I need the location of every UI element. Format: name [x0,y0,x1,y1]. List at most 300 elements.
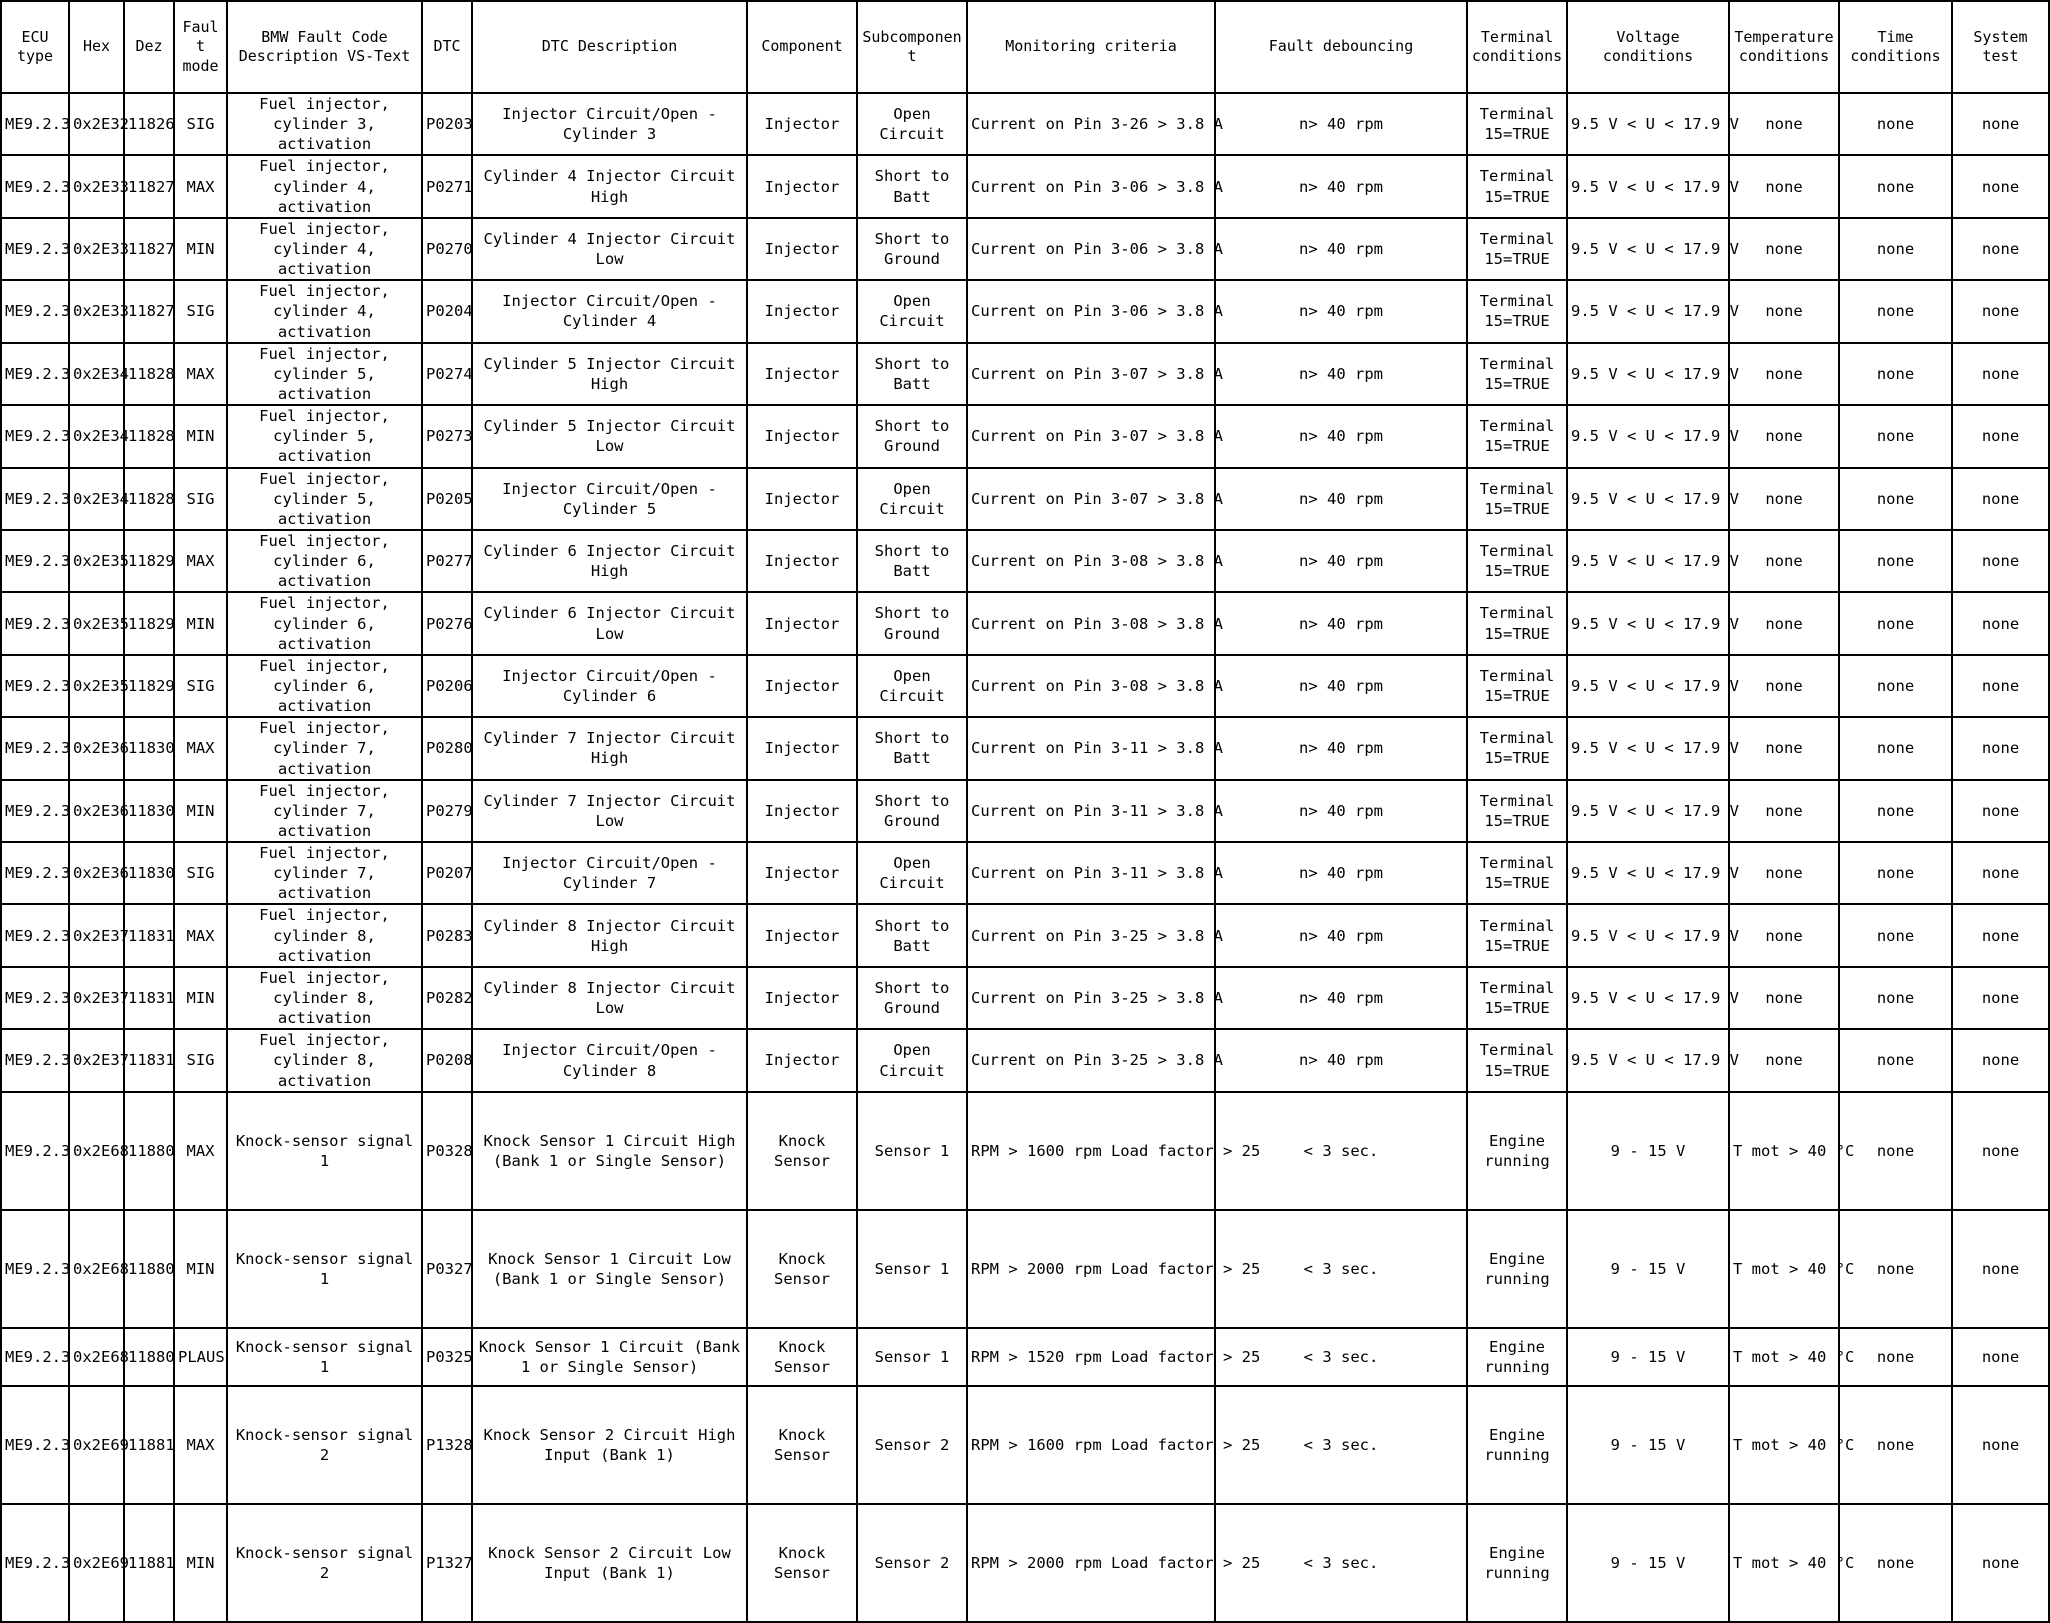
header-time-conditions: Time conditions [1839,1,1952,93]
cell-monitoring-criteria: RPM > 1520 rpm Load factor > 25 [967,1328,1215,1386]
cell-subcomponent: Open Circuit [857,468,967,530]
cell-monitoring-criteria: RPM > 2000 rpm Load factor > 25 [967,1210,1215,1328]
cell-system-test: none [1952,780,2049,842]
cell-fault-debouncing: n> 40 rpm [1215,1029,1467,1091]
header-ecu-type: ECU type [1,1,69,93]
table-row [1,468,2049,530]
cell-dtc-description: Injector Circuit/Open - Cylinder 4 [472,280,747,342]
cell-dtc-description: Injector Circuit/Open - Cylinder 7 [472,842,747,904]
cell-dez: 11880 [124,1328,174,1386]
cell-temperature-conditions: none [1729,842,1839,904]
cell-time-conditions: none [1839,842,1952,904]
cell-bmw-description: Fuel injector, cylinder 5, activation [227,405,422,467]
cell-terminal-conditions: Engine running [1467,1328,1567,1386]
cell-system-test: none [1952,842,2049,904]
cell-time-conditions: none [1839,717,1952,779]
cell-subcomponent: Open Circuit [857,1029,967,1091]
cell-component: Injector [747,280,857,342]
cell-terminal-conditions: Terminal 15=TRUE [1467,218,1567,280]
cell-bmw-description: Fuel injector, cylinder 4, activation [227,280,422,342]
cell-ecu-type: ME9.2.3 [1,405,69,467]
header-system-test: System test [1952,1,2049,93]
cell-bmw-description: Fuel injector, cylinder 8, activation [227,967,422,1029]
cell-dez: 11827 [124,280,174,342]
cell-monitoring-criteria: Current on Pin 3-06 > 3.8 A [967,280,1215,342]
cell-dtc: P1327 [422,1504,472,1622]
cell-dtc-description: Knock Sensor 2 Circuit High Input (Bank 1) [472,1386,747,1504]
cell-component: Injector [747,967,857,1029]
table-body [1,93,2049,1622]
cell-system-test: none [1952,1328,2049,1386]
table-row [1,93,2049,155]
cell-time-conditions: none [1839,218,1952,280]
cell-time-conditions: none [1839,1092,1952,1210]
cell-time-conditions: none [1839,904,1952,966]
cell-system-test: none [1952,218,2049,280]
cell-hex: 0x2E32 [69,93,124,155]
cell-bmw-description: Fuel injector, cylinder 7, activation [227,842,422,904]
cell-bmw-description: Fuel injector, cylinder 7, activation [227,717,422,779]
table-row [1,405,2049,467]
cell-time-conditions: none [1839,343,1952,405]
cell-system-test: none [1952,405,2049,467]
cell-hex: 0x2E69 [69,1386,124,1504]
cell-temperature-conditions: T mot > 40 °C [1729,1092,1839,1210]
cell-dez: 11880 [124,1092,174,1210]
cell-monitoring-criteria: Current on Pin 3-11 > 3.8 A [967,717,1215,779]
cell-dtc: P0274 [422,343,472,405]
cell-dtc-description: Cylinder 7 Injector Circuit High [472,717,747,779]
cell-terminal-conditions: Terminal 15=TRUE [1467,592,1567,654]
cell-dez: 11830 [124,717,174,779]
table-row [1,592,2049,654]
cell-system-test: none [1952,343,2049,405]
cell-system-test: none [1952,1386,2049,1504]
cell-fault-mode: MIN [174,780,227,842]
cell-dtc: P0283 [422,904,472,966]
cell-dtc: P0325 [422,1328,472,1386]
cell-dtc: P0203 [422,93,472,155]
cell-temperature-conditions: none [1729,280,1839,342]
header-voltage-conditions: Voltage conditions [1567,1,1729,93]
cell-system-test: none [1952,280,2049,342]
cell-terminal-conditions: Terminal 15=TRUE [1467,530,1567,592]
cell-terminal-conditions: Terminal 15=TRUE [1467,655,1567,717]
cell-system-test: none [1952,1029,2049,1091]
header-temperature-conditions: Temperature conditions [1729,1,1839,93]
cell-fault-debouncing: n> 40 rpm [1215,218,1467,280]
cell-system-test: none [1952,93,2049,155]
table-row [1,280,2049,342]
cell-ecu-type: ME9.2.3 [1,530,69,592]
table-row [1,717,2049,779]
cell-dtc-description: Injector Circuit/Open - Cylinder 3 [472,93,747,155]
cell-fault-debouncing: n> 40 rpm [1215,280,1467,342]
cell-component: Injector [747,717,857,779]
cell-ecu-type: ME9.2.3 [1,218,69,280]
table-header-row [1,1,2049,93]
cell-voltage-conditions: 9 - 15 V [1567,1504,1729,1622]
cell-dez: 11826 [124,93,174,155]
cell-voltage-conditions: 9.5 V < U < 17.9 V [1567,405,1729,467]
cell-monitoring-criteria: RPM > 1600 rpm Load factor > 25 [967,1386,1215,1504]
cell-terminal-conditions: Engine running [1467,1210,1567,1328]
cell-monitoring-criteria: Current on Pin 3-06 > 3.8 A [967,218,1215,280]
cell-dez: 11880 [124,1210,174,1328]
header-dtc: DTC [422,1,472,93]
cell-dtc-description: Knock Sensor 1 Circuit Low (Bank 1 or Single Sensor) [472,1210,747,1328]
cell-dtc: P0205 [422,468,472,530]
cell-subcomponent: Sensor 2 [857,1386,967,1504]
cell-bmw-description: Fuel injector, cylinder 7, activation [227,780,422,842]
cell-time-conditions: none [1839,655,1952,717]
cell-dtc-description: Knock Sensor 1 Circuit (Bank 1 or Single Sensor) [472,1328,747,1386]
cell-monitoring-criteria: RPM > 1600 rpm Load factor > 25 [967,1092,1215,1210]
cell-hex: 0x2E35 [69,592,124,654]
cell-terminal-conditions: Terminal 15=TRUE [1467,780,1567,842]
cell-subcomponent: Open Circuit [857,655,967,717]
cell-fault-debouncing: n> 40 rpm [1215,655,1467,717]
cell-system-test: none [1952,655,2049,717]
cell-terminal-conditions: Terminal 15=TRUE [1467,1029,1567,1091]
cell-time-conditions: none [1839,280,1952,342]
cell-voltage-conditions: 9.5 V < U < 17.9 V [1567,592,1729,654]
cell-monitoring-criteria: Current on Pin 3-08 > 3.8 A [967,530,1215,592]
cell-subcomponent: Short to Ground [857,592,967,654]
cell-hex: 0x2E68 [69,1210,124,1328]
cell-dez: 11828 [124,343,174,405]
cell-fault-mode: MIN [174,967,227,1029]
cell-hex: 0x2E68 [69,1328,124,1386]
cell-terminal-conditions: Terminal 15=TRUE [1467,155,1567,217]
cell-dtc-description: Knock Sensor 1 Circuit High (Bank 1 or Single Sensor) [472,1092,747,1210]
cell-ecu-type: ME9.2.3 [1,904,69,966]
cell-monitoring-criteria: Current on Pin 3-08 > 3.8 A [967,655,1215,717]
cell-system-test: none [1952,530,2049,592]
cell-hex: 0x2E34 [69,468,124,530]
cell-ecu-type: ME9.2.3 [1,717,69,779]
cell-temperature-conditions: T mot > 40 °C [1729,1504,1839,1622]
cell-voltage-conditions: 9.5 V < U < 17.9 V [1567,530,1729,592]
cell-bmw-description: Knock-sensor signal 1 [227,1092,422,1210]
cell-fault-mode: MAX [174,1386,227,1504]
cell-bmw-description: Fuel injector, cylinder 8, activation [227,904,422,966]
cell-dtc-description: Injector Circuit/Open - Cylinder 8 [472,1029,747,1091]
cell-component: Injector [747,155,857,217]
cell-terminal-conditions: Terminal 15=TRUE [1467,967,1567,1029]
cell-voltage-conditions: 9.5 V < U < 17.9 V [1567,93,1729,155]
cell-component: Injector [747,780,857,842]
cell-hex: 0x2E36 [69,717,124,779]
cell-bmw-description: Fuel injector, cylinder 4, activation [227,218,422,280]
cell-voltage-conditions: 9 - 15 V [1567,1328,1729,1386]
cell-temperature-conditions: T mot > 40 °C [1729,1386,1839,1504]
cell-terminal-conditions: Terminal 15=TRUE [1467,842,1567,904]
cell-temperature-conditions: none [1729,1029,1839,1091]
cell-ecu-type: ME9.2.3 [1,1386,69,1504]
cell-hex: 0x2E68 [69,1092,124,1210]
cell-temperature-conditions: none [1729,468,1839,530]
header-fault-debouncing: Fault debouncing [1215,1,1467,93]
header-bmw-description: BMW Fault Code Description VS-Text [227,1,422,93]
cell-bmw-description: Fuel injector, cylinder 6, activation [227,530,422,592]
cell-component: Knock Sensor [747,1210,857,1328]
cell-temperature-conditions: none [1729,155,1839,217]
cell-terminal-conditions: Terminal 15=TRUE [1467,405,1567,467]
header-component: Component [747,1,857,93]
cell-dtc: P0208 [422,1029,472,1091]
cell-ecu-type: ME9.2.3 [1,1504,69,1622]
cell-voltage-conditions: 9.5 V < U < 17.9 V [1567,155,1729,217]
cell-subcomponent: Short to Ground [857,780,967,842]
cell-dtc: P0206 [422,655,472,717]
table-row [1,904,2049,966]
cell-time-conditions: none [1839,1210,1952,1328]
cell-bmw-description: Fuel injector, cylinder 5, activation [227,343,422,405]
cell-dtc-description: Cylinder 6 Injector Circuit Low [472,592,747,654]
header-subcomponent: Subcomponent [857,1,967,93]
table-row [1,1386,2049,1504]
cell-component: Injector [747,904,857,966]
cell-temperature-conditions: none [1729,530,1839,592]
cell-bmw-description: Knock-sensor signal 2 [227,1386,422,1504]
cell-component: Knock Sensor [747,1328,857,1386]
cell-bmw-description: Fuel injector, cylinder 6, activation [227,592,422,654]
cell-dez: 11830 [124,842,174,904]
cell-fault-mode: PLAUS [174,1328,227,1386]
cell-temperature-conditions: none [1729,343,1839,405]
cell-bmw-description: Knock-sensor signal 1 [227,1210,422,1328]
cell-hex: 0x2E34 [69,343,124,405]
cell-component: Injector [747,1029,857,1091]
cell-hex: 0x2E37 [69,904,124,966]
cell-fault-mode: MAX [174,904,227,966]
cell-dtc: P0204 [422,280,472,342]
cell-voltage-conditions: 9 - 15 V [1567,1092,1729,1210]
cell-dez: 11829 [124,530,174,592]
cell-time-conditions: none [1839,93,1952,155]
cell-ecu-type: ME9.2.3 [1,1029,69,1091]
cell-subcomponent: Sensor 1 [857,1092,967,1210]
cell-hex: 0x2E36 [69,842,124,904]
cell-component: Knock Sensor [747,1504,857,1622]
cell-temperature-conditions: none [1729,780,1839,842]
cell-subcomponent: Short to Batt [857,530,967,592]
cell-component: Injector [747,468,857,530]
cell-terminal-conditions: Engine running [1467,1504,1567,1622]
cell-dtc: P0207 [422,842,472,904]
cell-voltage-conditions: 9.5 V < U < 17.9 V [1567,717,1729,779]
cell-fault-mode: MAX [174,530,227,592]
cell-voltage-conditions: 9.5 V < U < 17.9 V [1567,904,1729,966]
cell-ecu-type: ME9.2.3 [1,780,69,842]
cell-temperature-conditions: none [1729,592,1839,654]
cell-voltage-conditions: 9.5 V < U < 17.9 V [1567,1029,1729,1091]
cell-voltage-conditions: 9.5 V < U < 17.9 V [1567,655,1729,717]
cell-component: Injector [747,592,857,654]
cell-bmw-description: Fuel injector, cylinder 6, activation [227,655,422,717]
cell-terminal-conditions: Terminal 15=TRUE [1467,468,1567,530]
cell-fault-debouncing: n> 40 rpm [1215,904,1467,966]
cell-fault-debouncing: n> 40 rpm [1215,967,1467,1029]
cell-bmw-description: Fuel injector, cylinder 5, activation [227,468,422,530]
cell-component: Injector [747,655,857,717]
cell-monitoring-criteria: Current on Pin 3-07 > 3.8 A [967,468,1215,530]
cell-system-test: none [1952,468,2049,530]
cell-subcomponent: Sensor 1 [857,1210,967,1328]
cell-ecu-type: ME9.2.3 [1,155,69,217]
cell-terminal-conditions: Terminal 15=TRUE [1467,280,1567,342]
cell-dtc-description: Knock Sensor 2 Circuit Low Input (Bank 1) [472,1504,747,1622]
cell-voltage-conditions: 9.5 V < U < 17.9 V [1567,842,1729,904]
cell-bmw-description: Fuel injector, cylinder 4, activation [227,155,422,217]
cell-monitoring-criteria: Current on Pin 3-26 > 3.8 A [967,93,1215,155]
cell-time-conditions: none [1839,468,1952,530]
cell-monitoring-criteria: Current on Pin 3-25 > 3.8 A [967,1029,1215,1091]
cell-dtc: P0327 [422,1210,472,1328]
cell-temperature-conditions: none [1729,904,1839,966]
cell-time-conditions: none [1839,1386,1952,1504]
cell-temperature-conditions: T mot > 40 °C [1729,1210,1839,1328]
cell-voltage-conditions: 9 - 15 V [1567,1210,1729,1328]
cell-fault-debouncing: n> 40 rpm [1215,405,1467,467]
cell-time-conditions: none [1839,530,1952,592]
cell-monitoring-criteria: Current on Pin 3-25 > 3.8 A [967,904,1215,966]
cell-monitoring-criteria: Current on Pin 3-07 > 3.8 A [967,405,1215,467]
cell-dtc-description: Cylinder 4 Injector Circuit High [472,155,747,217]
cell-temperature-conditions: none [1729,218,1839,280]
cell-fault-mode: SIG [174,1029,227,1091]
table-row [1,1504,2049,1622]
table-row [1,842,2049,904]
cell-ecu-type: ME9.2.3 [1,468,69,530]
cell-bmw-description: Fuel injector, cylinder 8, activation [227,1029,422,1091]
cell-time-conditions: none [1839,1328,1952,1386]
cell-hex: 0x2E33 [69,280,124,342]
cell-time-conditions: none [1839,1029,1952,1091]
cell-dtc: P0276 [422,592,472,654]
cell-component: Knock Sensor [747,1386,857,1504]
cell-component: Injector [747,343,857,405]
cell-dtc-description: Cylinder 7 Injector Circuit Low [472,780,747,842]
cell-dtc-description: Injector Circuit/Open - Cylinder 5 [472,468,747,530]
cell-ecu-type: ME9.2.3 [1,1092,69,1210]
cell-fault-mode: MIN [174,1210,227,1328]
table-row [1,967,2049,1029]
cell-terminal-conditions: Engine running [1467,1386,1567,1504]
cell-dez: 11829 [124,655,174,717]
cell-ecu-type: ME9.2.3 [1,1210,69,1328]
table-row [1,155,2049,217]
cell-dtc: P0271 [422,155,472,217]
cell-monitoring-criteria: Current on Pin 3-07 > 3.8 A [967,343,1215,405]
cell-subcomponent: Short to Batt [857,904,967,966]
table-row [1,1328,2049,1386]
cell-subcomponent: Open Circuit [857,93,967,155]
cell-time-conditions: none [1839,155,1952,217]
cell-ecu-type: ME9.2.3 [1,967,69,1029]
cell-monitoring-criteria: Current on Pin 3-06 > 3.8 A [967,155,1215,217]
cell-dtc: P0273 [422,405,472,467]
cell-fault-mode: MIN [174,405,227,467]
cell-time-conditions: none [1839,405,1952,467]
cell-component: Injector [747,93,857,155]
cell-hex: 0x2E33 [69,218,124,280]
cell-system-test: none [1952,1504,2049,1622]
cell-fault-mode: MAX [174,1092,227,1210]
cell-dtc: P1328 [422,1386,472,1504]
cell-dtc: P0279 [422,780,472,842]
cell-terminal-conditions: Engine running [1467,1092,1567,1210]
header-fault-mode: Fault mode [174,1,227,93]
cell-ecu-type: ME9.2.3 [1,343,69,405]
cell-fault-mode: SIG [174,468,227,530]
cell-fault-mode: MAX [174,343,227,405]
cell-fault-debouncing: n> 40 rpm [1215,780,1467,842]
cell-fault-mode: SIG [174,842,227,904]
cell-monitoring-criteria: Current on Pin 3-08 > 3.8 A [967,592,1215,654]
cell-voltage-conditions: 9.5 V < U < 17.9 V [1567,780,1729,842]
cell-subcomponent: Short to Batt [857,343,967,405]
cell-dtc-description: Injector Circuit/Open - Cylinder 6 [472,655,747,717]
cell-fault-mode: SIG [174,280,227,342]
cell-hex: 0x2E33 [69,155,124,217]
cell-terminal-conditions: Terminal 15=TRUE [1467,717,1567,779]
header-monitoring-criteria: Monitoring criteria [967,1,1215,93]
cell-temperature-conditions: none [1729,655,1839,717]
header-hex: Hex [69,1,124,93]
cell-subcomponent: Short to Batt [857,717,967,779]
cell-fault-mode: MIN [174,218,227,280]
cell-dtc: P0282 [422,967,472,1029]
cell-component: Injector [747,218,857,280]
cell-hex: 0x2E35 [69,655,124,717]
cell-fault-debouncing: < 3 sec. [1215,1504,1467,1622]
cell-fault-mode: SIG [174,655,227,717]
cell-subcomponent: Open Circuit [857,280,967,342]
cell-terminal-conditions: Terminal 15=TRUE [1467,343,1567,405]
cell-voltage-conditions: 9 - 15 V [1567,1386,1729,1504]
cell-dez: 11827 [124,155,174,217]
cell-system-test: none [1952,967,2049,1029]
cell-dtc-description: Cylinder 5 Injector Circuit High [472,343,747,405]
cell-terminal-conditions: Terminal 15=TRUE [1467,904,1567,966]
table-row [1,1029,2049,1091]
cell-hex: 0x2E34 [69,405,124,467]
cell-fault-debouncing: < 3 sec. [1215,1386,1467,1504]
cell-monitoring-criteria: Current on Pin 3-11 > 3.8 A [967,842,1215,904]
cell-fault-mode: MAX [174,155,227,217]
cell-time-conditions: none [1839,967,1952,1029]
cell-dez: 11881 [124,1386,174,1504]
cell-terminal-conditions: Terminal 15=TRUE [1467,93,1567,155]
cell-ecu-type: ME9.2.3 [1,592,69,654]
table-row [1,655,2049,717]
cell-dtc-description: Cylinder 6 Injector Circuit High [472,530,747,592]
cell-fault-debouncing: n> 40 rpm [1215,93,1467,155]
cell-fault-mode: MIN [174,592,227,654]
table-row [1,218,2049,280]
cell-fault-mode: MIN [174,1504,227,1622]
cell-fault-mode: SIG [174,93,227,155]
cell-temperature-conditions: none [1729,405,1839,467]
header-dtc-description: DTC Description [472,1,747,93]
cell-fault-mode: MAX [174,717,227,779]
cell-dtc: P0280 [422,717,472,779]
cell-fault-debouncing: < 3 sec. [1215,1210,1467,1328]
table-row [1,530,2049,592]
cell-hex: 0x2E36 [69,780,124,842]
